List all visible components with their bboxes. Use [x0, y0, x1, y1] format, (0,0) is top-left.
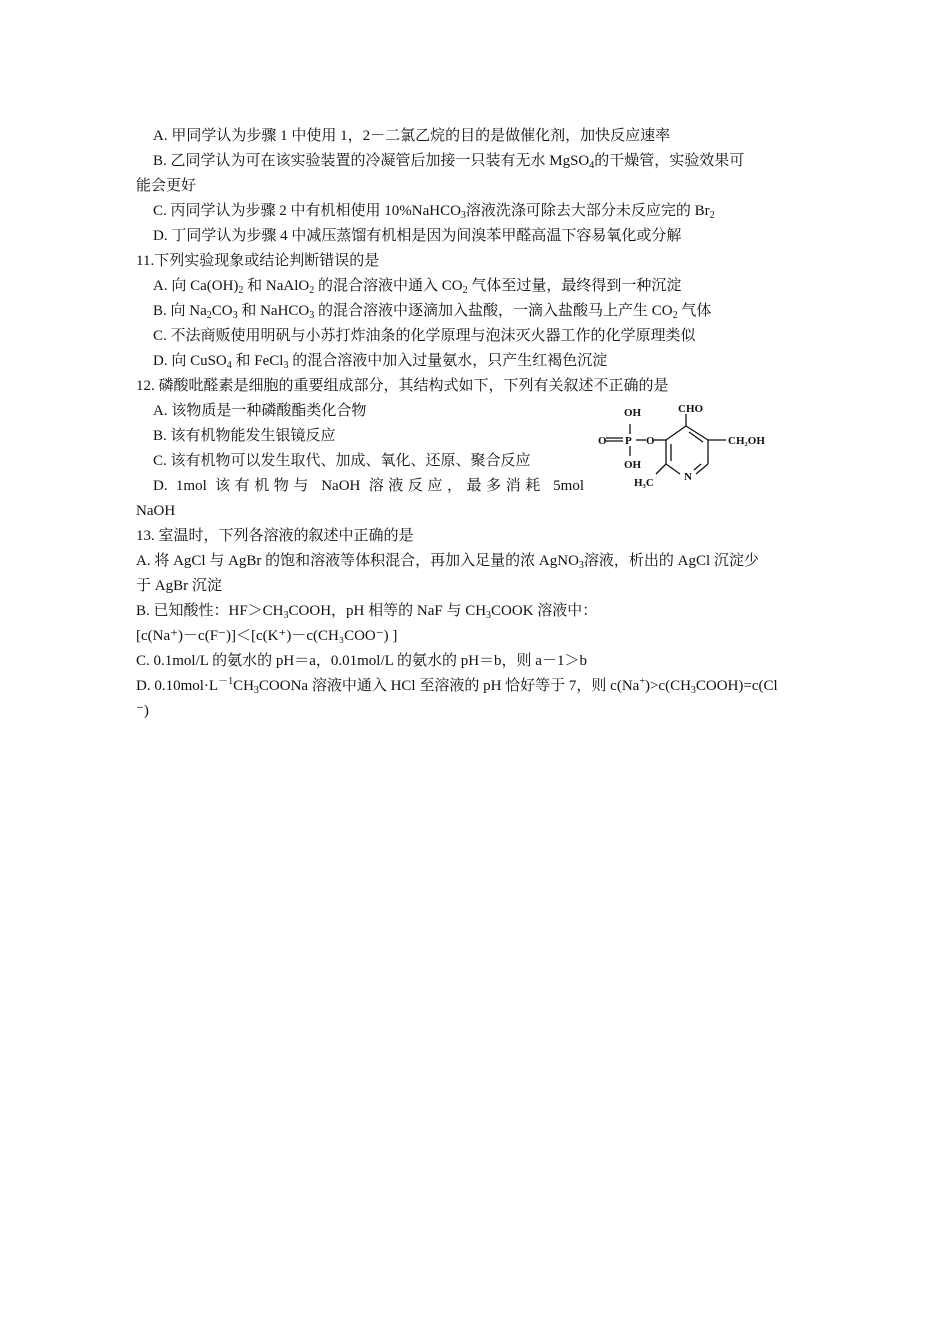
- q11-option-a: A. 向 $Ca(OH)_2$ 和 NaAlO$_2$ 的混合溶液中通入 $CO_2$ 气体至过量，最终得到一种沉淀: [153, 278, 682, 296]
- o-bridge-label: O: [646, 435, 655, 447]
- q12-stem: 12. 磷酸吡醛素是细胞的重要组成部分，其结构式如下，下列有关叙述不正确的是: [136, 378, 669, 394]
- cho-label: CHO: [678, 404, 704, 415]
- q13-option-b: B. 已知酸性：$HF>CH_3COOH$，pH 相等的 NaF 与 $CH_3COOK$ 溶液中：: [136, 603, 598, 621]
- structure-diagram: [598, 404, 778, 504]
- pyridoxal-phosphate-structure: [598, 404, 778, 504]
- nitrogen-label: N: [684, 471, 692, 483]
- q11-option-d: D. 向 CuSO$_4$ 和 FeCl$_3$ 的混合溶液中加入过量氨水，只产生红褐色沉淀: [153, 353, 608, 371]
- q12-option-a: A. 该物质是一种磷酸酯类化合物: [153, 403, 367, 419]
- o-double-label: O: [598, 435, 607, 447]
- exam-page: [136, 124, 818, 724]
- q10-option-a: A. 甲同学认为步骤 1 中使用 1，2－二氯乙烷的目的是做催化剂，加快反应速率: [153, 128, 671, 144]
- q11-option-b: B. 向 $Na_2CO_3$ 和 NaHCO$_3$ 的混合溶液中逐滴加入盐酸，一滴入盐酸马上产生 $CO_2$ 气体: [153, 303, 712, 321]
- h3c-label: H₃C: [634, 477, 654, 489]
- q12-option-d-cont: NaOH: [136, 503, 176, 519]
- q12-option-d: D. 1mol 该有机物与 NaOH 溶液反应，最多消耗 5mol: [153, 478, 584, 494]
- oh-bottom-label: OH: [624, 459, 642, 471]
- q13-option-d: D. $0.10mol\cdot L^{-1}CH_3COONa$ 溶液中通入 HCl 至溶液的 pH 恰好等于 7，则 $c(Na^+)>c(CH_3COOH)=c(Cl$: [136, 676, 778, 696]
- q11-stem: 11.下列实验现象或结论判断错误的是: [136, 253, 380, 269]
- q10-option-d: D. 丁同学认为步骤 4 中减压蒸馏有机相是因为间溴苯甲醛高温下容易氧化或分解: [153, 228, 682, 244]
- phosphorus-label: P: [625, 435, 632, 447]
- q12-options: [136, 399, 584, 524]
- q11-option-c: C. 不法商贩使用明矾与小苏打炸油条的化学原理与泡沫灭火器工作的化学原理类似: [153, 328, 696, 344]
- q13-option-a-cont: 于 AgBr 沉淀: [136, 578, 222, 594]
- q10-option-b-cont: 能会更好: [136, 178, 197, 194]
- q13-stem: 13. 室温时，下列各溶液的叙述中正确的是: [136, 528, 414, 544]
- q10-option-b: B. 乙同学认为可在该实验装置的冷凝管后加接一只装有无水 MgSO$_4$的干燥管，实验效果可: [153, 153, 745, 171]
- q12-block: [136, 374, 818, 524]
- q13-option-c: C. 0.1mol/L 的氨水的 pH＝a，0.01mol/L 的氨水的 pH＝b，则 a－1＞b: [136, 653, 587, 669]
- ch2oh-label: CH₂OH: [728, 435, 765, 447]
- q12-option-b: B. 该有机物能发生银镜反应: [153, 428, 336, 444]
- q12-option-c: C. 该有机物可以发生取代、加成、氧化、还原、聚合反应: [153, 453, 531, 469]
- q10-option-c: C. 丙同学认为步骤 2 中有机相使用 10%NaHCO$_3$溶液洗涤可除去大部分未反应完的 $Br_2$: [153, 203, 715, 221]
- q13-option-d-cont: ⁻): [136, 703, 149, 719]
- q13-option-b-cont: [c(Na⁺)－c(F⁻)]＜[c(K⁺)－c(CH₃COO⁻) ]: [136, 628, 398, 644]
- oh-top-label: OH: [624, 407, 642, 419]
- q13-option-a: A. 将 AgCl 与 AgBr 的饱和溶液等体积混合，再加入足量的浓 AgNO$_3$溶液，析出的 AgCl 沉淀少: [136, 553, 759, 571]
